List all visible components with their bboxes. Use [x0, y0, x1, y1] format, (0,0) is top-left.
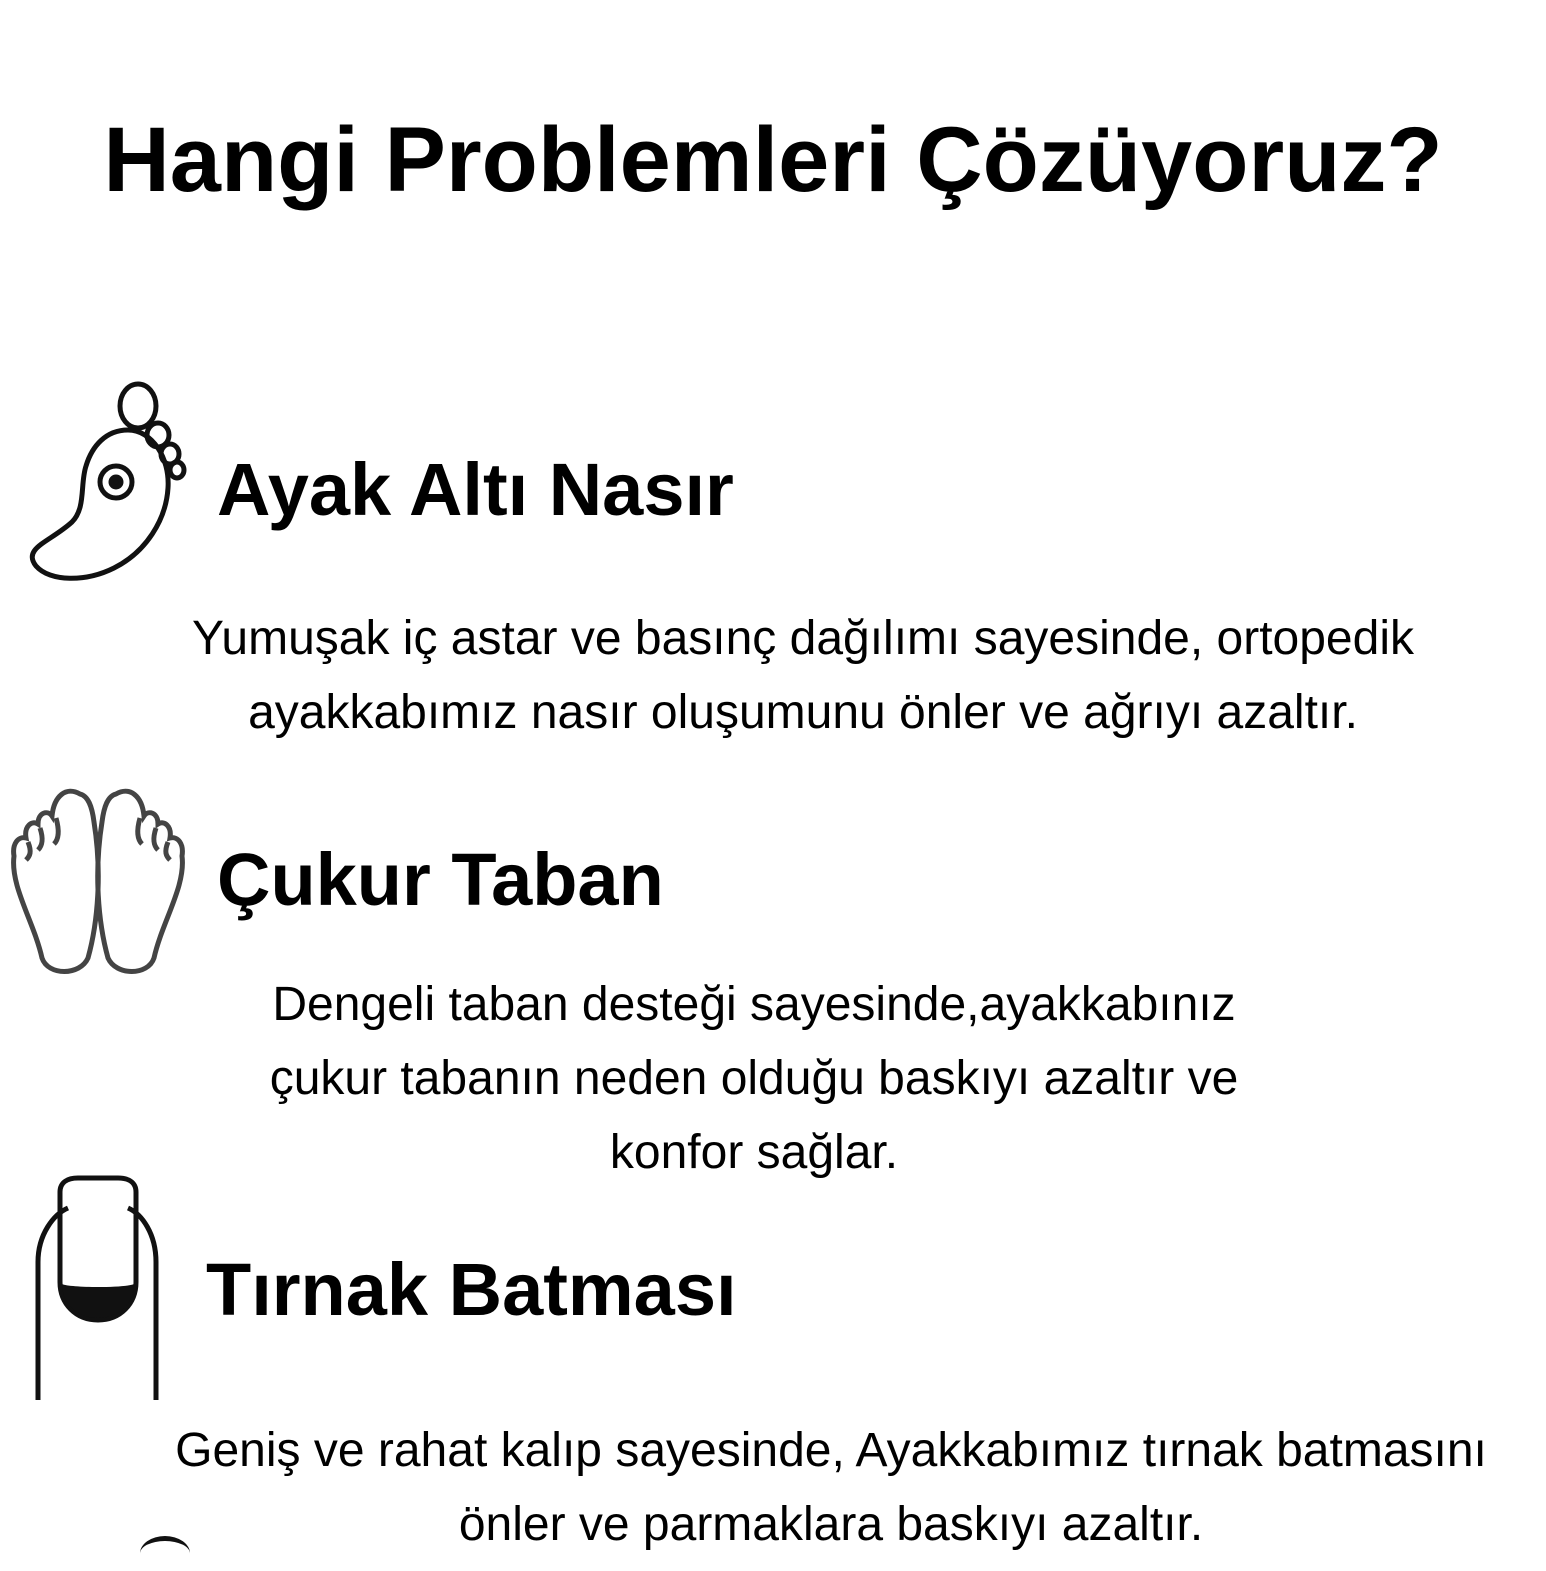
- toenail-icon: [30, 1172, 165, 1402]
- section-title-flat-feet: Çukur Taban: [217, 838, 664, 921]
- section-title-ingrown-nail: Tırnak Batması: [206, 1248, 737, 1331]
- description-line: Yumuşak iç astar ve basınç dağılımı sayesinde, ortopedik: [192, 612, 1414, 665]
- description-line: Geniş ve rahat kalıp sayesinde, Ayakkabımız tırnak batmasını: [175, 1424, 1487, 1477]
- section-description-ingrown-nail: [100, 1414, 1546, 1562]
- description-line: Dengeli taban desteği sayesinde,ayakkabınız: [272, 978, 1236, 1031]
- foot-sole-callus-icon: [28, 380, 198, 585]
- flat-feet-icon: [8, 782, 188, 977]
- section-title-callus: Ayak Altı Nasır: [217, 448, 734, 531]
- section-description-callus: [60, 602, 1546, 750]
- description-line: ayakkabımız nasır oluşumunu önler ve ağrıyı azaltır.: [248, 686, 1358, 739]
- partial-icon: [140, 1536, 190, 1571]
- page-title: Hangi Problemleri Çözüyoruz?: [103, 109, 1443, 211]
- description-line: çukur tabanın neden olduğu baskıyı azaltır ve: [269, 1052, 1239, 1105]
- section-description-flat-feet: [0, 968, 1508, 1190]
- description-line: konfor sağlar.: [609, 1126, 899, 1179]
- description-line: önler ve parmaklara baskıyı azaltır.: [458, 1498, 1204, 1551]
